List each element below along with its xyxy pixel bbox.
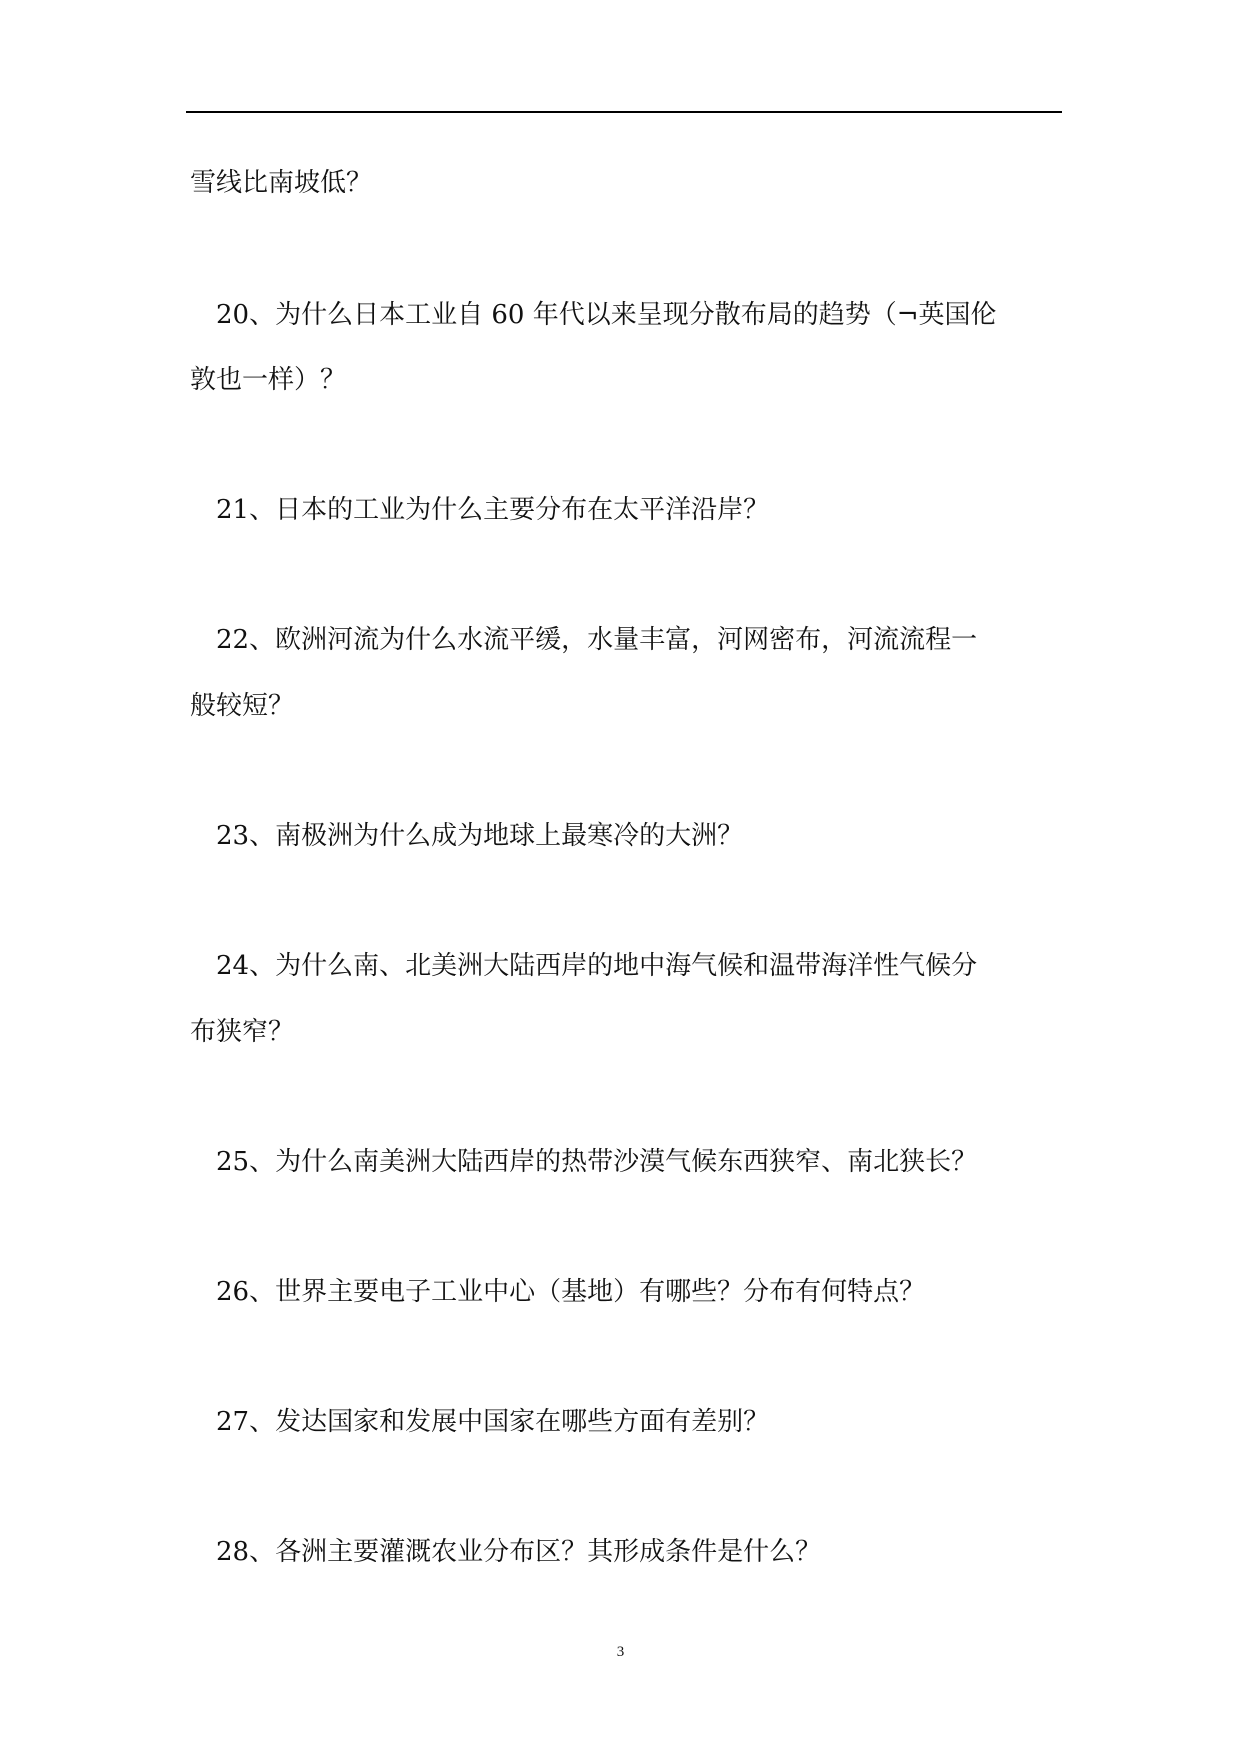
question-20-line-1: 20、为什么日本工业自 60 年代以来呈现分散布局的趋势（¬英国伦 — [216, 300, 997, 330]
question-25: 25、为什么南美洲大陆西岸的热带沙漠气候东西狭窄、南北狭长？ — [216, 1147, 978, 1177]
question-27: 27、发达国家和发展中国家在哪些方面有差别？ — [216, 1407, 770, 1437]
page-number: 3 — [616, 1644, 625, 1660]
question-22-line-2: 般较短？ — [190, 691, 295, 721]
header-rule — [186, 111, 1062, 113]
question-26: 26、世界主要电子工业中心（基地）有哪些？分布有何特点？ — [216, 1277, 926, 1307]
question-20-line-2: 敦也一样）？ — [190, 365, 347, 395]
question-28: 28、各洲主要灌溉农业分布区？其形成条件是什么？ — [216, 1537, 822, 1567]
question-23: 23、南极洲为什么成为地球上最寒冷的大洲？ — [216, 821, 744, 851]
question-24-line-1: 24、为什么南、北美洲大陆西岸的地中海气候和温带海洋性气候分 — [216, 951, 978, 981]
question-21: 21、日本的工业为什么主要分布在太平洋沿岸？ — [216, 495, 770, 525]
question-19-continuation: 雪线比南坡低？ — [190, 168, 373, 198]
question-22-line-1: 22、欧洲河流为什么水流平缓，水量丰富，河网密布，河流流程一 — [216, 625, 978, 655]
question-24-line-2: 布狭窄？ — [190, 1017, 295, 1047]
